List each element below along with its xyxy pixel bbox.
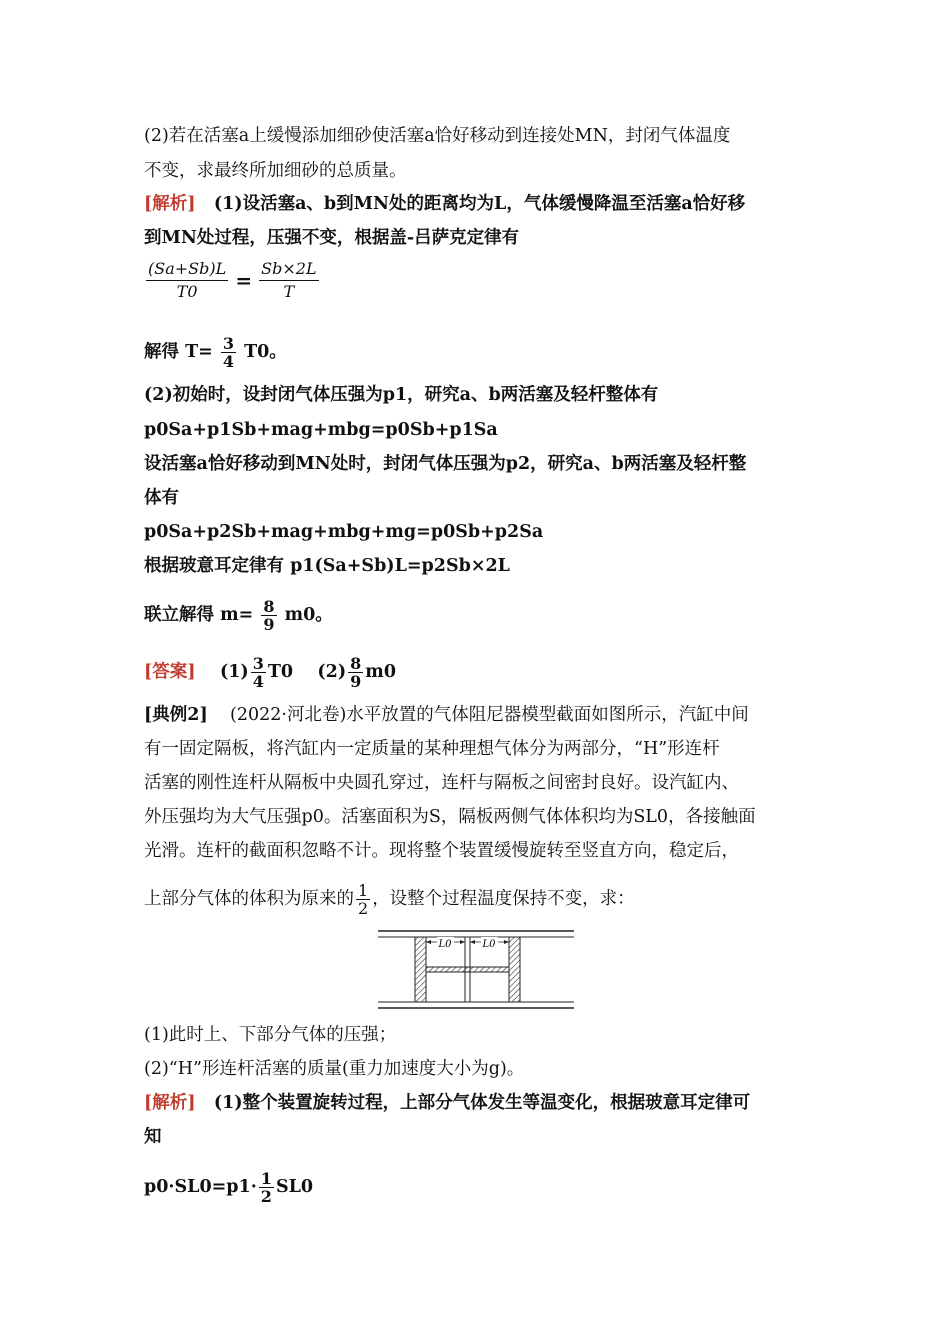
answer-part: T0 (267, 662, 294, 682)
fraction-denominator: T0 (176, 282, 198, 301)
fraction-numerator: 8 (263, 597, 275, 616)
equals-sign: = (235, 268, 253, 293)
answer-part: (1) (219, 662, 249, 682)
text-line (144, 702, 749, 728)
eq-suffix: m0。 (284, 605, 333, 625)
text-line (144, 335, 287, 370)
text-line: (2)若在活塞a上缓慢添加细砂使活塞a恰好移动到连接处MN，封闭气体温度 (144, 126, 731, 146)
fraction-numerator: Sb×2L (259, 258, 318, 281)
text-line: 根据玻意耳定律有 p1(Sa+Sb)L=p2Sb×2L (144, 556, 510, 576)
text-line: 光滑。连杆的截面积忽略不计。现将整个装置缓慢旋转至竖直方向，稳定后， (144, 841, 739, 861)
text-line: 活塞的刚性连杆从隔板中央圆孔穿过，连杆与隔板之间密封良好。设汽缸内、 (144, 773, 739, 793)
text-line: 不变，求最终所加细砂的总质量。 (144, 161, 407, 181)
length-label-right: L0 (482, 939, 496, 950)
text-line (144, 1170, 313, 1205)
answer-line (144, 655, 396, 690)
fraction-denominator: 4 (222, 352, 235, 371)
text-line: 到MN处过程，压强不变，根据盖-吕萨克定律有 (144, 228, 520, 248)
length-label-left: L0 (438, 939, 452, 950)
solution-text: (1)设活塞a、b到MN处的距离均为L，气体缓慢降温至活塞a恰好移 (213, 194, 746, 214)
fraction-numerator: (Sa+Sb)L (146, 258, 228, 281)
text-line: 知 (144, 1127, 162, 1147)
solution-tag: [解析] (144, 1093, 196, 1113)
eq-prefix: p0·SL0=p1· (144, 1177, 257, 1197)
fraction-denominator: 2 (358, 899, 369, 918)
fraction-denominator: 9 (263, 615, 275, 634)
text-line (144, 598, 333, 633)
gay-lussac-equation (144, 258, 321, 303)
fraction-denominator: 9 (350, 672, 362, 691)
example-tag: [典例2] (144, 705, 208, 725)
text-line: 设活塞a恰好移动到MN处时，封闭气体压强为p2，研究a、b两活塞及轻杆整 (144, 454, 747, 474)
fraction-numerator: 3 (252, 654, 264, 673)
text-part: 上部分气体的体积为原来的 (144, 889, 354, 909)
fraction-denominator: 4 (252, 672, 264, 691)
answer-tag: [答案] (144, 662, 196, 682)
solution-tag: [解析] (144, 194, 196, 214)
answer-part: m0 (365, 662, 396, 682)
fraction-numerator: 8 (350, 654, 362, 673)
fraction-numerator: 1 (260, 1169, 272, 1188)
eq-suffix: T0。 (244, 342, 287, 362)
eq-prefix: 联立解得 m= (144, 605, 254, 625)
fraction-denominator: 2 (260, 1187, 272, 1206)
fraction-numerator: 1 (358, 881, 369, 900)
text-line: (2)“H”形连杆活塞的质量(重力加速度大小为g)。 (144, 1059, 525, 1079)
text-part: ，设整个过程温度保持不变，求： (372, 889, 635, 909)
text-line: (2)初始时，设封闭气体压强为p1，研究a、b两活塞及轻杆整体有 (144, 385, 659, 405)
gas-damper-diagram (378, 926, 574, 1012)
text-line: 体有 (144, 488, 179, 508)
solution-text: (1)整个装置旋转过程，上部分气体发生等温变化，根据玻意耳定律可 (213, 1093, 751, 1113)
text-line: p0Sa+p1Sb+mag+mbg=p0Sb+p1Sa (144, 420, 498, 440)
text-line (144, 882, 635, 917)
text-line: 有一固定隔板，将汽缸内一定质量的某种理想气体分为两部分，“H”形连杆 (144, 739, 720, 759)
fraction-numerator: 3 (222, 334, 235, 353)
fraction-denominator: T (283, 282, 295, 301)
text-line: (1)此时上、下部分气体的压强； (144, 1025, 397, 1045)
text-line (144, 191, 745, 217)
text-line: 外压强均为大气压强p0。活塞面积为S，隔板两侧气体体积均为SL0，各接触面 (144, 807, 756, 827)
eq-suffix: SL0 (275, 1177, 314, 1197)
text-line (144, 1090, 750, 1116)
answer-part: (2) (317, 662, 347, 682)
text-line: p0Sa+p2Sb+mag+mbg+mg=p0Sb+p2Sa (144, 522, 544, 542)
example-text: (2022·河北卷)水平放置的气体阻尼器模型截面如图所示，汽缸中间 (230, 705, 749, 725)
eq-prefix: 解得 T= (144, 342, 213, 362)
